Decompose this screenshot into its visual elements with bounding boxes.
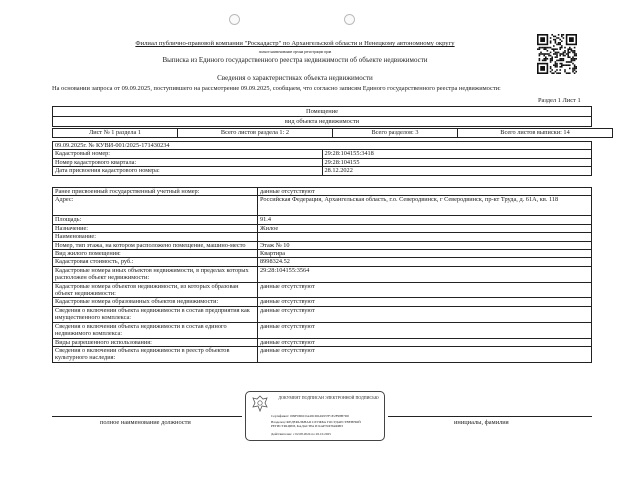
coat-of-arms-icon [250, 394, 270, 414]
details-table [52, 187, 592, 363]
date-number: 09.09.2025г. № КУВИ-001/2025-171430234 [53, 142, 592, 150]
stamp-valid: Действителен: с 02.08.2024 по 26.10.2025 [271, 432, 331, 436]
detail-value: Этаж № 10 [258, 241, 592, 249]
assignment-date: 28.12.2022 [322, 167, 592, 175]
total-sections: Всего разделов: 3 [333, 129, 458, 138]
position-caption: полное наименование должности [100, 419, 191, 426]
detail-value: данные отсутствуют [258, 338, 592, 346]
detail-label: Ранее присвоенный государственный учетный номер: [53, 188, 258, 196]
detail-label: Вид жилого помещения: [53, 250, 258, 258]
detail-label: Кадастровые номера иных объектов недвижимости, в пределах которых расположен объект недвижимости: [53, 266, 258, 282]
extract-title: Выписка из Единого государственного реестра недвижимости об объекте недвижимости [162, 56, 428, 64]
object-kind-divider [52, 116, 592, 117]
detail-value: данные отсутствуют [258, 298, 592, 306]
detail-value: данные отсутствуют [258, 346, 592, 362]
org-name: Филиал публично-правовой компании "Роскадастр" по Архангельской области и Ненецкому автономному округу [135, 40, 455, 47]
detail-label: Сведения о включении объекта недвижимости в реестр объектов культурного наследия: [53, 346, 258, 362]
detail-label: Кадастровые номера образованных объектов недвижимости: [53, 298, 258, 306]
punch-hole-left [229, 14, 240, 25]
cadastral-number: 29:28:104155:3418 [322, 150, 592, 158]
detail-label: Назначение: [53, 224, 258, 232]
detail-value: данные отсутствуют [258, 322, 592, 338]
detail-value: 91.4 [258, 216, 592, 224]
detail-value: 8998324.52 [258, 258, 592, 266]
detail-value: Жилое [258, 224, 592, 232]
detail-value: Российская Федерация, Архангельская область, г.о. Северодвинск, г Северодвинск, пр-кт Труда, д. 61А, кв. 118 [258, 196, 592, 216]
name-line [388, 416, 592, 417]
ident-table [52, 141, 592, 176]
detail-label: Адрес: [53, 196, 258, 216]
detail-label: Кадастровые номера объектов недвижимости, из которых образован объект недвижимости: [53, 282, 258, 298]
ident-label: Кадастровый номер: [53, 150, 323, 158]
detail-value: 29:28:104155:3564 [258, 266, 592, 282]
section-label: Раздел 1 Лист 1 [538, 97, 581, 104]
sheet-number: Лист № 1 раздела 1 [53, 129, 178, 138]
basis-text: На основании запроса от 09.09.2025, поступившего на рассмотрение 09.09.2025, сообщаем, что согласно записям Единого государственного реестра недвижимости: [52, 85, 501, 92]
detail-label: Наименование: [53, 233, 258, 241]
object-kind-caption: вид объекта недвижимости [284, 118, 360, 125]
punch-hole-right [344, 14, 355, 25]
ident-label: Номер кадастрового квартала: [53, 158, 323, 166]
cadastral-quarter: 29:28:104155 [322, 158, 592, 166]
detail-label: Площадь: [53, 216, 258, 224]
ident-label: Дата присвоения кадастрового номера: [53, 167, 323, 175]
object-kind: Помещение [305, 108, 338, 115]
section-title: Сведения о характеристиках объекта недвижимости [217, 74, 373, 82]
detail-label: Сведения о включении объекта недвижимости в состав предприятия как имущественного комплекса: [53, 306, 258, 322]
detail-value: данные отсутствуют [258, 306, 592, 322]
stamp-cert: Сертификат: 009F0D6C0A49CD6A9937F1E2F98B7D0 [271, 414, 350, 418]
position-line [52, 416, 242, 417]
detail-value [258, 233, 592, 241]
detail-label: Кадастровая стоимость, руб.: [53, 258, 258, 266]
qr-code [537, 34, 577, 74]
total-sheets: Всего листов выписки: 14 [458, 129, 613, 138]
detail-value: Квартира [258, 250, 592, 258]
total-section-sheets: Всего листов раздела 1: 2 [178, 129, 333, 138]
org-caption: полное наименование органа регистрации прав [258, 50, 332, 54]
stamp-title: ДОКУМЕНТ ПОДПИСАН ЭЛЕКТРОННОЙ ПОДПИСЬЮ [278, 395, 379, 400]
name-caption: инициалы, фамилия [454, 419, 509, 426]
detail-value: данные отсутствуют [258, 282, 592, 298]
detail-value: данные отсутствуют [258, 188, 592, 196]
stamp-owner: Владелец: ФЕДЕРАЛЬНАЯ СЛУЖБА ГОСУДАРСТВЕННОЙ РЕГИСТРАЦИИ, КАДАСТРА И КАРТОГРАФИИ [271, 420, 361, 428]
e-signature-stamp [245, 391, 385, 441]
sheet-info-table [52, 128, 613, 138]
detail-label: Виды разрешенного использования: [53, 338, 258, 346]
detail-label: Номер, тип этажа, на котором расположено помещение, машино-место [53, 241, 258, 249]
detail-label: Сведения о включении объекта недвижимости в состав единого недвижимого комплекса: [53, 322, 258, 338]
